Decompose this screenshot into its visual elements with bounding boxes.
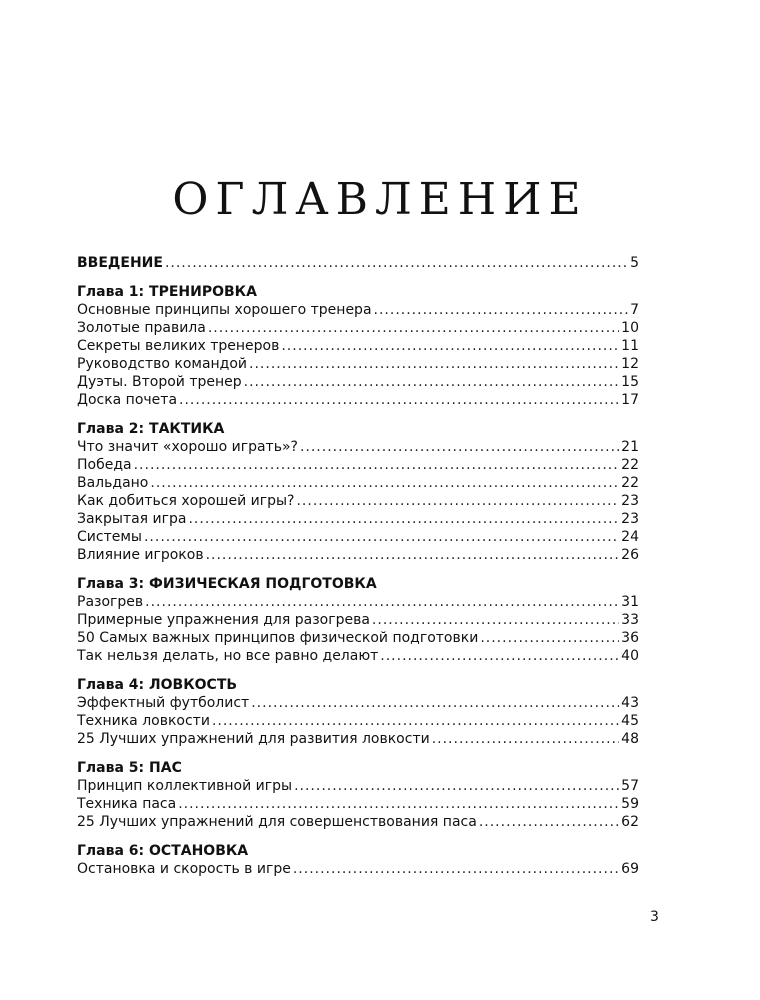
toc-entry[interactable] bbox=[77, 391, 639, 409]
toc-entry[interactable] bbox=[77, 777, 639, 795]
toc-entry-label: Системы bbox=[77, 529, 142, 545]
dot-leader bbox=[134, 456, 620, 474]
toc-entry[interactable] bbox=[77, 438, 639, 456]
toc-entry[interactable] bbox=[77, 492, 639, 510]
dot-leader bbox=[150, 474, 619, 492]
toc-entry-label: Техника паса bbox=[77, 796, 177, 812]
dot-leader bbox=[212, 712, 619, 730]
toc-entry-label: 25 Лучших упражнений для совершенствования паса bbox=[77, 814, 477, 830]
toc-entry[interactable] bbox=[77, 456, 639, 474]
toc-entry-label: Техника ловкости bbox=[77, 713, 210, 729]
toc-entry-label: Основные принципы хорошего тренера bbox=[77, 302, 372, 318]
table-of-contents bbox=[77, 254, 639, 878]
toc-entry-page: 23 bbox=[621, 493, 639, 509]
chapter-heading[interactable]: Глава 6: ОСТАНОВКА bbox=[77, 843, 249, 859]
dot-leader bbox=[178, 795, 619, 813]
toc-entry-label: Закрытая игра bbox=[77, 511, 187, 527]
dot-leader bbox=[293, 860, 619, 878]
chapters-list bbox=[77, 283, 639, 878]
toc-entry[interactable] bbox=[77, 301, 639, 319]
toc-entry[interactable] bbox=[77, 593, 639, 611]
toc-entry-label: Доска почета bbox=[77, 392, 178, 408]
toc-entry-intro[interactable] bbox=[77, 254, 639, 272]
toc-entry-page: 48 bbox=[621, 731, 639, 747]
dot-leader bbox=[479, 813, 619, 831]
toc-entry-page: 31 bbox=[621, 594, 639, 610]
toc-entry-page: 24 bbox=[621, 529, 639, 545]
dot-leader bbox=[244, 373, 620, 391]
toc-entry[interactable] bbox=[77, 860, 639, 878]
toc-entry-page: 17 bbox=[621, 392, 639, 408]
toc-entry-label: Вальдано bbox=[77, 475, 149, 491]
toc-entry[interactable] bbox=[77, 647, 639, 665]
dot-leader bbox=[432, 730, 619, 748]
toc-entry[interactable] bbox=[77, 730, 639, 748]
toc-entry-page: 5 bbox=[630, 255, 639, 271]
chapter-heading[interactable]: Глава 1: ТРЕНИРОВКА bbox=[77, 284, 257, 300]
toc-entry-page: 22 bbox=[621, 475, 639, 491]
toc-entry[interactable] bbox=[77, 712, 639, 730]
toc-entry[interactable] bbox=[77, 694, 639, 712]
toc-entry-label: Разогрев bbox=[77, 594, 144, 610]
dot-leader bbox=[296, 492, 619, 510]
toc-entry-page: 22 bbox=[621, 457, 639, 473]
dot-leader bbox=[208, 319, 619, 337]
toc-entry-label: Секреты великих тренеров bbox=[77, 338, 280, 354]
toc-entry-page: 69 bbox=[621, 861, 639, 877]
toc-entry-label: Как добиться хорошей игры? bbox=[77, 493, 295, 509]
toc-entry-page: 11 bbox=[621, 338, 639, 354]
toc-entry[interactable] bbox=[77, 319, 639, 337]
toc-entry-page: 59 bbox=[621, 796, 639, 812]
toc-entry[interactable] bbox=[77, 611, 639, 629]
toc-entry-page: 43 bbox=[621, 695, 639, 711]
page-title: ОГЛАВЛЕНИЕ bbox=[172, 174, 588, 225]
chapter-heading[interactable]: Глава 5: ПАС bbox=[77, 760, 182, 776]
dot-leader bbox=[374, 301, 629, 319]
toc-entry-label: Эффектный футболист bbox=[77, 695, 250, 711]
toc-entry-label: Победа bbox=[77, 457, 132, 473]
toc-entry-label: Что значит «хорошо играть»? bbox=[77, 439, 298, 455]
toc-entry-page: 26 bbox=[621, 547, 639, 563]
toc-entry-label: 25 Лучших упражнений для развития ловкости bbox=[77, 731, 430, 747]
toc-entry[interactable] bbox=[77, 813, 639, 831]
toc-entry[interactable] bbox=[77, 546, 639, 564]
toc-entry[interactable] bbox=[77, 474, 639, 492]
toc-entry[interactable] bbox=[77, 355, 639, 373]
toc-entry-page: 57 bbox=[621, 778, 639, 794]
toc-entry[interactable] bbox=[77, 510, 639, 528]
toc-entry-page: 40 bbox=[621, 648, 639, 664]
dot-leader bbox=[294, 777, 619, 795]
toc-entry-label: Остановка и скорость в игре bbox=[77, 861, 291, 877]
dot-leader bbox=[249, 355, 619, 373]
dot-leader bbox=[165, 254, 628, 272]
dot-leader bbox=[251, 694, 619, 712]
dot-leader bbox=[300, 438, 619, 456]
toc-entry[interactable] bbox=[77, 373, 639, 391]
toc-entry[interactable] bbox=[77, 337, 639, 355]
toc-entry-label: Принцип коллективной игры bbox=[77, 778, 293, 794]
dot-leader bbox=[480, 629, 619, 647]
dot-leader bbox=[281, 337, 619, 355]
chapter-heading[interactable]: Глава 4: ЛОВКОСТЬ bbox=[77, 677, 238, 693]
toc-entry-page: 12 bbox=[621, 356, 639, 372]
chapter-heading[interactable]: Глава 2: ТАКТИКА bbox=[77, 421, 225, 437]
toc-entry-page: 15 bbox=[621, 374, 639, 390]
toc-entry-label: Так нельзя делать, но все равно делают bbox=[77, 648, 379, 664]
toc-entry-page: 33 bbox=[621, 612, 639, 628]
toc-entry-label: Дуэты. Второй тренер bbox=[77, 374, 242, 390]
toc-entry-label: Примерные упражнения для разогрева bbox=[77, 612, 370, 628]
dot-leader bbox=[372, 611, 619, 629]
chapter-heading[interactable]: Глава 3: ФИЗИЧЕСКАЯ ПОДГОТОВКА bbox=[77, 576, 377, 592]
dot-leader bbox=[179, 391, 619, 409]
toc-entry-page: 62 bbox=[621, 814, 639, 830]
toc-entry[interactable] bbox=[77, 528, 639, 546]
toc-entry-page: 10 bbox=[621, 320, 639, 336]
dot-leader bbox=[380, 647, 619, 665]
dot-leader bbox=[144, 528, 619, 546]
toc-entry-label: Золотые правила bbox=[77, 320, 206, 336]
toc-entry-page: 21 bbox=[621, 439, 639, 455]
toc-entry-label: ВВЕДЕНИЕ bbox=[77, 255, 163, 271]
toc-entry-page: 23 bbox=[621, 511, 639, 527]
toc-entry-label: Руководство командой bbox=[77, 356, 248, 372]
toc-entry-page: 45 bbox=[621, 713, 639, 729]
dot-leader bbox=[206, 546, 620, 564]
dot-leader bbox=[145, 593, 619, 611]
toc-entry[interactable] bbox=[77, 629, 639, 647]
toc-entry-label: 50 Самых важных принципов физической подготовки bbox=[77, 630, 479, 646]
toc-entry-label: Влияние игроков bbox=[77, 547, 204, 563]
dot-leader bbox=[188, 510, 619, 528]
toc-entry-page: 36 bbox=[621, 630, 639, 646]
toc-entry-page: 7 bbox=[630, 302, 639, 318]
page-number: 3 bbox=[650, 909, 659, 925]
toc-entry[interactable] bbox=[77, 795, 639, 813]
